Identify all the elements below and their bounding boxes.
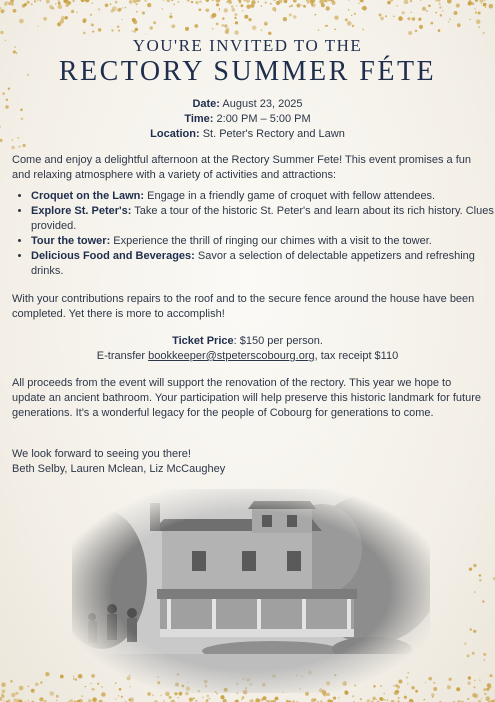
location-line — [0, 127, 495, 142]
activity-text: Take a tour of the historic St. Peter's and learn about its rich history. Clues provided. — [31, 205, 494, 232]
activity-title: Tour the tower: — [31, 235, 111, 247]
event-details — [0, 97, 495, 142]
activity-title: Delicious Food and Beverages: — [31, 250, 195, 262]
closing-block — [12, 447, 484, 477]
rectory-house-photo — [72, 489, 430, 693]
location-value: St. Peter's Rectory and Lawn — [202, 128, 345, 140]
activity-title: Croquet on the Lawn: — [31, 190, 145, 202]
date-value: August 23, 2025 — [222, 98, 303, 110]
proceeds-paragraph: All proceeds from the event will support the renovation of the rectory. This year we hope to update an ancient bathroom. Your participation will help preserve this historic landmark for future generations. It's a wonderful legacy for the people of Cobourg for generations to come. — [12, 377, 481, 419]
ticket-price-value: : $150 per person. — [233, 335, 323, 347]
list-item — [31, 249, 495, 279]
time-label: Time: — [184, 113, 214, 125]
intro-paragraph: Come and enjoy a delightful afternoon at the Rectory Summer Fete! This event promises a fun and relaxing atmosphere with a variety of activities and attractions: — [12, 154, 471, 181]
activity-text: Engage in a friendly game of croquet with fellow attendees. — [147, 190, 436, 202]
invitation-kicker: YOU'RE INVITED TO THE — [132, 36, 363, 55]
ticket-price-line — [0, 334, 495, 349]
activities-list — [12, 189, 495, 279]
activity-text: Savor a selection of delectable appetizers and refreshing drinks. — [31, 250, 475, 277]
etransfer-line — [0, 349, 495, 364]
time-value: 2:00 PM – 5:00 PM — [216, 113, 311, 125]
etransfer-prefix: E-transfer — [96, 350, 149, 362]
contributions-paragraph: With your contributions repairs to the roof and to the secure fence around the house have been completed. Yet there is more to accomplish! — [12, 293, 475, 320]
date-line — [0, 97, 495, 112]
ticket-info — [0, 334, 495, 364]
list-item — [31, 234, 495, 249]
list-item — [31, 204, 495, 234]
tax-receipt-text: , tax receipt $110 — [314, 350, 399, 362]
activity-text: Experience the thrill of ringing our chimes with a visit to the tower. — [113, 235, 432, 247]
event-title: RECTORY SUMMER FÉTE — [58, 56, 437, 87]
bookkeeper-email-link[interactable]: bookkeeper@stpeterscobourg.org — [148, 350, 315, 362]
activity-title: Explore St. Peter's: — [31, 205, 132, 217]
time-line — [0, 112, 495, 127]
list-item — [31, 189, 495, 204]
signature-names: Beth Selby, Lauren Mclean, Liz McCaughey — [12, 463, 226, 475]
ticket-price-label: Ticket Price — [172, 335, 234, 347]
closing-line: We look forward to seeing you there! — [12, 448, 191, 460]
date-label: Date: — [192, 98, 220, 110]
location-label: Location: — [150, 128, 200, 140]
house-illustration — [72, 489, 430, 693]
